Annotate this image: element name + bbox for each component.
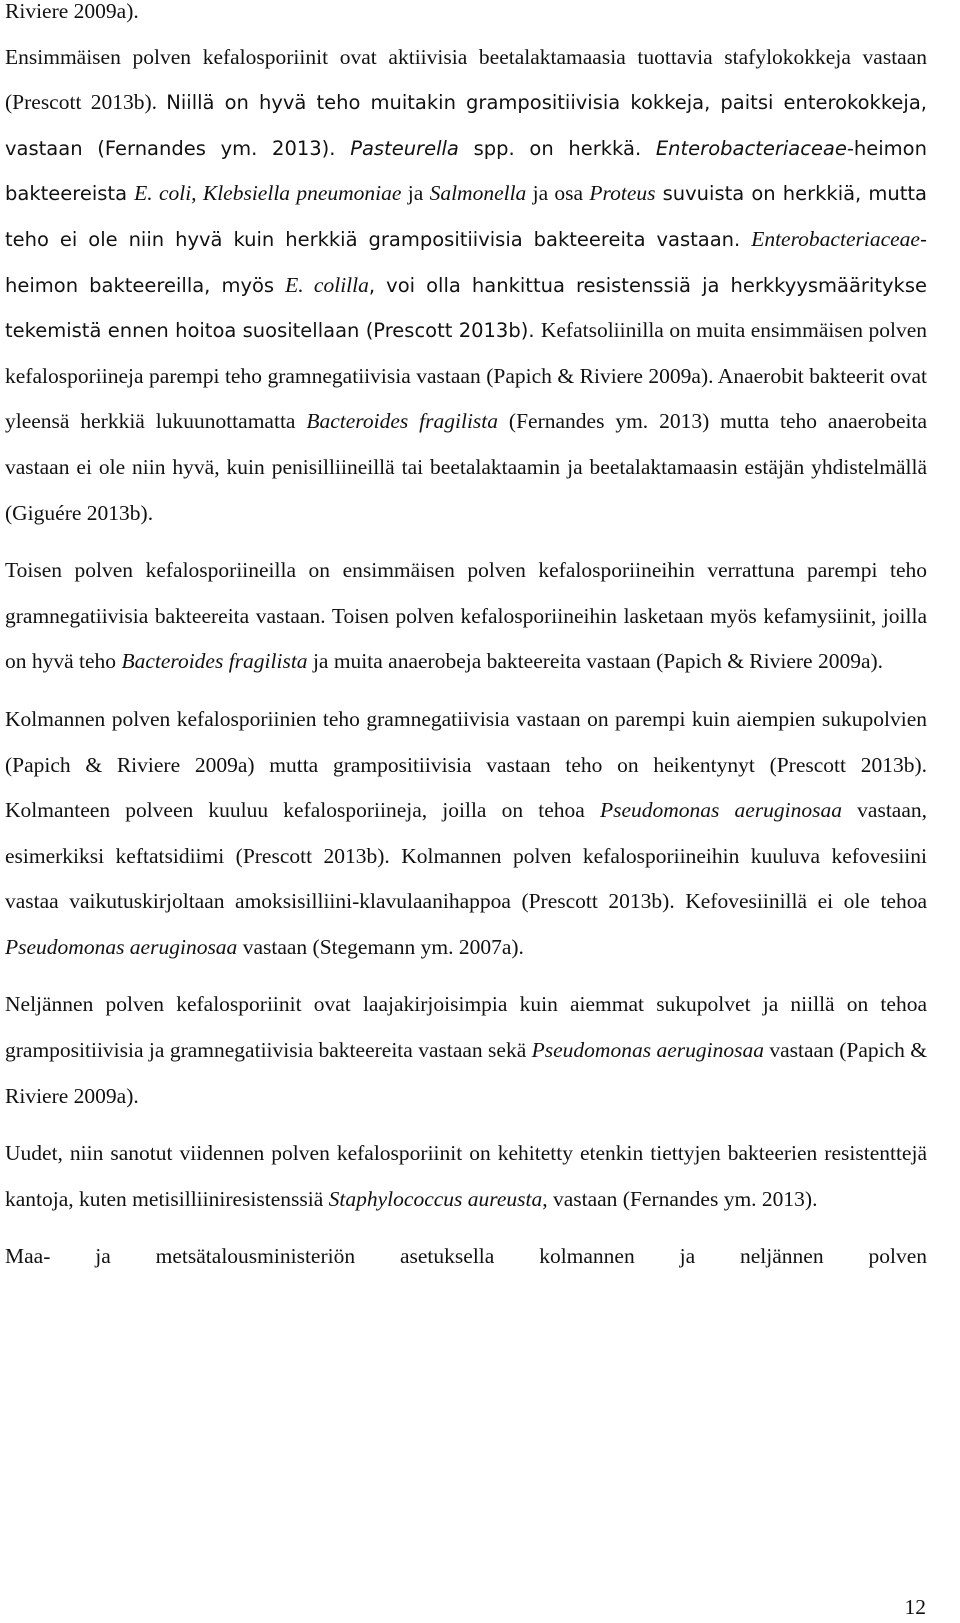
text-run: (Fernandes ym. 2013) mutta teho anaerobeita vastaan ei ole niin hyvä, kuin penisilliineillä tai beetalaktaamin ja beetalaktamaasin estäjän yhdistelmällä (Giguére 2013b). <box>5 409 927 525</box>
text-run: ja muita anaerobeja bakteereita vastaan (Papich & Riviere 2009a). <box>307 649 884 674</box>
italic-term: Proteus <box>589 181 656 206</box>
text-run: vastaan (Stegemann ym. 2007a). <box>237 934 524 959</box>
italic-term: Salmonella <box>429 181 527 206</box>
text-run: Neljännen polven kefalosporiinit ovat laajakirjoisimpia kuin aiemmat sukupolvet ja niillä on tehoa grampositiivisia ja gramnegatiivisia bakteereita vastaan sekä <box>5 992 927 1063</box>
italic-term: Bacteroides fragilista <box>306 409 499 434</box>
text-run: Toisen polven kefalosporiineilla on ensimmäisen polven kefalosporiineihin verrattuna parempi teho gramnegatiivisia bakteereita vastaan. Toisen polven kefalosporiineihin lasketaan myös kefamysiinit, joilla on hyvä teho <box>5 558 927 674</box>
italic-term: E. colilla <box>285 272 369 297</box>
italic-term: Pasteurella <box>350 136 459 160</box>
text-run: suvuista on herkkiä, mutta teho ei ole niin hyvä kuin herkkiä grampositiivisia bakteereita vastaan. <box>5 182 927 251</box>
paragraph-third-generation <box>5 697 927 971</box>
text-run: vastaan, esimerkiksi keftatsidiimi (Prescott 2013b). Kolmannen polven kefalosporiineihin kuuluva kefovesiini vastaa vaikutuskirjoltaan amoksisilliini-klavulaanihappoa (Prescott 2013b). Kefovesiinillä ei ole tehoa <box>5 798 928 914</box>
text-run: Maa- ja metsätalousministeriön asetuksella kolmannen ja neljännen polven <box>5 1244 927 1269</box>
page-number: 12 <box>904 1595 926 1619</box>
italic-term: Enterobacteriaceae <box>655 136 847 160</box>
document-page <box>5 0 927 1280</box>
text-run: , vastaan (Fernandes ym. 2013). <box>542 1186 818 1211</box>
text-run: -heimon bakteereilla, myös <box>5 227 927 297</box>
italic-term: Pseudomonas aeruginosaa <box>5 934 238 959</box>
text-run: Niillä on hyvä teho muitakin grampositiivisia kokkeja, paitsi enterokokkeja, vastaan (Fernandes ym. 2013). <box>5 91 927 160</box>
paragraph-continuation <box>5 0 927 35</box>
text-run: , voi olla hankittua resistenssiä ja herkkyysmääritykse tekemistä ennen hoitoa suositellaan (Prescott 2013b). <box>5 273 927 343</box>
paragraph-first-generation <box>5 35 927 537</box>
paragraph-second-generation <box>5 548 927 685</box>
paragraph-fourth-generation <box>5 982 927 1119</box>
paragraph-fifth-generation <box>5 1131 927 1222</box>
text-run: Riviere 2009a). <box>5 0 139 23</box>
italic-term: Bacteroides fragilista <box>121 649 308 674</box>
italic-term: Enterobacteriaceae <box>751 226 920 251</box>
text-run: Ensimmäisen polven kefalosporiinit ovat aktiivisia beetalaktamaasia tuottavia stafylokokkeja vastaan (Prescott 2013b). <box>5 44 927 115</box>
text-run: ja <box>401 181 430 206</box>
paragraph-regulation <box>5 1234 927 1280</box>
text-run: Kefatsoliinilla on muita ensimmäisen polven kefalosporiineja parempi teho gramnegatiivisia vastaan (Papich & Riviere 2009a). Anaerobit bakteerit ovat yleensä herkkiä lukuunottamatta <box>5 318 928 434</box>
text-run: vastaan (Papich & Riviere 2009a). <box>5 1038 927 1108</box>
italic-term: Pseudomonas aeruginosaa <box>531 1038 764 1063</box>
text-run: -heimon bakteereista <box>5 136 927 206</box>
text-run: Kolmannen polven kefalosporiinien teho gramnegatiivisia vastaan on parempi kuin aiempien sukupolvien (Papich & Riviere 2009a) mutta grampositiivisia vastaan teho on heikentynyt (Prescott 2013b). Kolmanteen polveen kuuluu kefalosporiineja, joilla on tehoa <box>5 706 927 823</box>
text-run: Uudet, niin sanotut viidennen polven kefalosporiinit on kehitetty etenkin tiettyjen bakteerien resistenttejä kantoja, kuten metisilliiniresistenssiä <box>5 1141 927 1211</box>
italic-term: Pseudomonas aeruginosaa <box>599 798 843 823</box>
italic-term: E. coli, Klebsiella pneumoniae <box>134 181 402 206</box>
text-run: ja osa <box>526 181 590 206</box>
italic-term: Staphylococcus aureusta <box>328 1186 543 1211</box>
text-run: spp. on herkkä. <box>458 136 656 160</box>
